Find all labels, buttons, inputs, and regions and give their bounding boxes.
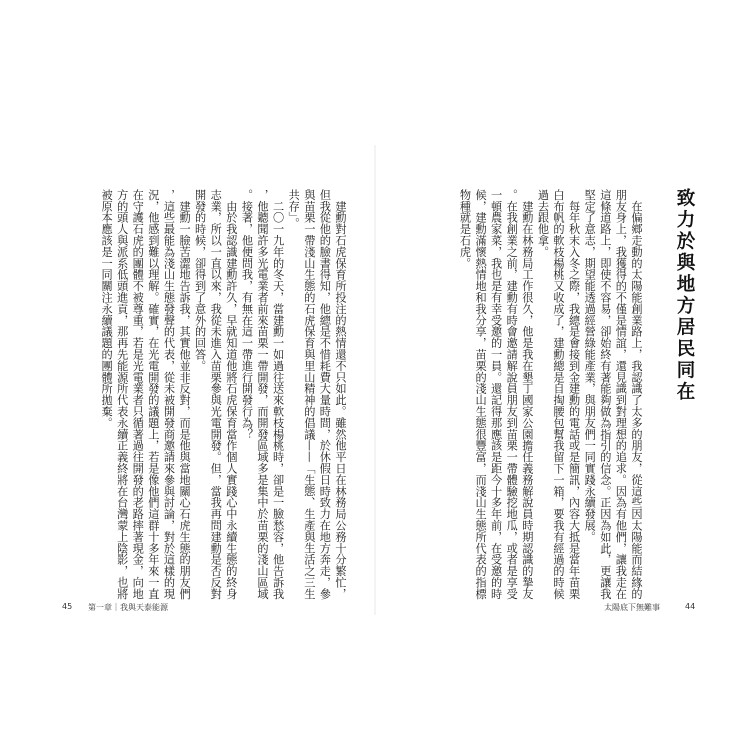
running-footer-title: 太陽底下無難事 — [604, 603, 660, 612]
paragraph: 每年秋末入冬之際，我總是會接到金建勳的電話或是簡訊，內容大抵是當年苗栗 白布帆的軟枝楊桃又收成了，建勳總是自掏腰包幫我留下一箱，要我有經過的時候 過去跟他拿。 — [536, 189, 581, 600]
paragraph: 二〇一九年的冬天，當建勳一如過往送來軟枝楊桃時，卻是一臉愁容，他告訴我 ，他聽聞許多光電業者前來苗栗一帶開發，而開發區域多是集中於苗栗的淺山區域 。接著，他便問我，有無在這一帶進行開發行為？ — [240, 189, 285, 600]
right-page-body — [458, 189, 644, 600]
page-gutter — [374, 145, 376, 615]
running-footer-title: 第一章｜我與天泰能源 — [88, 603, 168, 612]
chapter-section-title: 致力於與地方居民同在 — [674, 188, 695, 403]
paragraph: 建勳一臉苦澀地告訴我，其實他並非反對，而是他與當地關心石虎生態的朋友們 ，這些最能為淺山生態發聲的代表，從未被開發商邀請來參與討論，對於這樣的現 況，他感到難以理解。確實，在光電開發的議題上，若是像他們這群十多年來一直 在守護石虎的團體不被尊重，若是光電業者只循著過往開發的老路摔著現金，向地 方的頭人與派系低頭進貢，那再先能源所代表永續正義終將在台灣蒙上陰影，也將 被原本應該是一同關注永續議題的團體所拋棄。 — [100, 189, 192, 600]
paragraph: 在偏鄉走動的太陽能創業路上，我認識了太多的朋友，從這些因太陽能而結緣的 朋友身上，我獲得的不僅是情誼，還見識到對理想的追求。因為有他們，讓我走在 這條道路上，即使不容易，卻始終有著能夠做為指引的信念。正因為如此，更讓我 堅定了意志，期望能透過經營綠能產業，與朋友們一同實踐永續發展。 — [583, 189, 643, 600]
page-number: 44 — [685, 602, 696, 611]
paragraph: 建勳對石虎保育所投注的熱情還不只如此。雖然他平日在林務局公務十分繁忙， 但我從他的臉書得知，他總是不惜耗費大量時間，於休假日時致力在地方奔走，參 與苗栗一帶淺山生態的石虎保育與里山精神的倡議——「生態、生產與生活之三生 共存」。 — [287, 189, 347, 600]
paragraph: 由於我認識建勳許久，早就知道他將石虎保育當作個人實踐心中永續生態的終身 志業，所以一直以來，我從未進入苗栗參與光電開發。但，當我再問建勳是否反對 開發的時候，卻得到了意外的回答。 — [193, 189, 238, 600]
paragraph: 建勳在林務局工作很久，他是我在墾丁國家公園擔任義務解說員時期認識的摯友 。在我創業之前，建勳有時會邀請解說員朋友到苗栗一帶體驗挖地瓜，或者是享受 一頓農家菜，我也是有幸受邀的一員。還記得那應該是距今十多年前，在受邀的時 候，建勳滿懷熱情地和我分享，苗栗的淺山生態很豐富，而淺山生態所代表的指標 物種就是石虎。 — [458, 189, 534, 600]
page-number: 45 — [62, 602, 73, 611]
left-page-body — [56, 189, 348, 600]
